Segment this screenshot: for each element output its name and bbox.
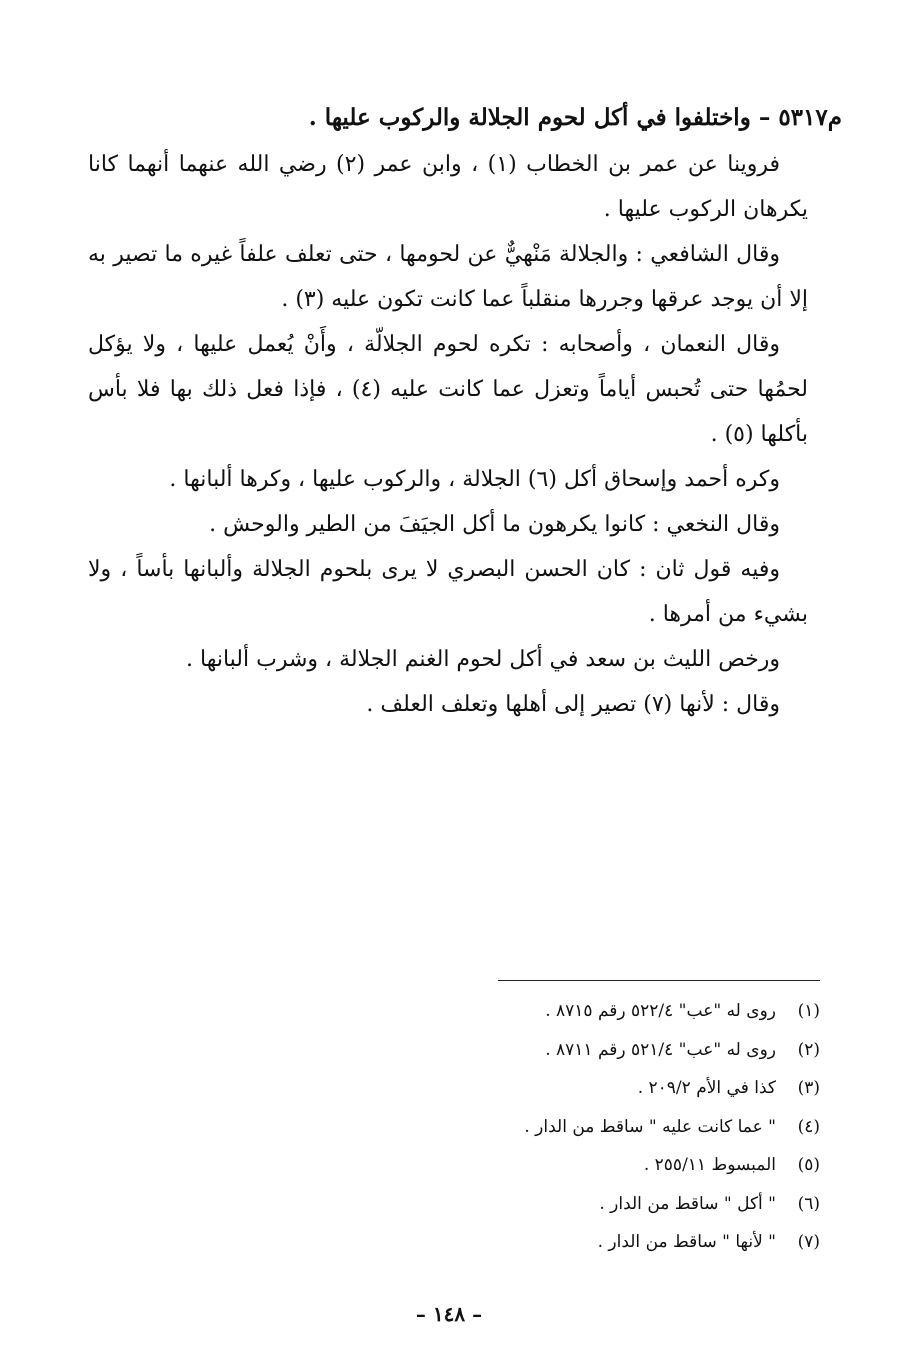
footnote: [400, 1108, 820, 1147]
paragraph: [88, 682, 808, 727]
paragraph-text: وقال الشافعي : والجلالة مَنْهيٌّ عن لحومها ، حتى تعلف علفاً غيره ما تصير به إلا أن يوجد عرقها وجررها منقلباً عما كانت تكون عليه (٣) .: [88, 242, 808, 312]
paragraph: [88, 142, 808, 232]
paragraph: [88, 322, 808, 457]
footnote: [400, 992, 820, 1031]
footnote-number: (٣): [797, 1078, 820, 1098]
footnotes: [400, 992, 820, 1262]
main-text: [88, 142, 808, 727]
paragraph: [88, 232, 808, 322]
footnote-text: كذا في الأم ٢٠٩/٢ .: [637, 1078, 776, 1098]
footnote-text: " لأنها " ساقط من الدار .: [597, 1232, 776, 1252]
footnote-number: (٥): [797, 1155, 820, 1175]
paragraph-text: وقال النخعي : كانوا يكرهون ما أكل الجيَفَ من الطير والوحش .: [209, 512, 780, 537]
footnote-text: " عما كانت عليه " ساقط من الدار .: [524, 1116, 776, 1137]
footnote: [400, 1069, 820, 1108]
footnote-number: (٦): [797, 1193, 820, 1214]
paragraph-text: ورخص الليث بن سعد في أكل لحوم الغنم الجلالة ، وشرب ألبانها .: [186, 647, 780, 672]
footnote-text: روى له "عب" ٥٢٢/٤ رقم ٨٧١٥ .: [545, 1001, 776, 1021]
footnote-text: " أكل " ساقط من الدار .: [599, 1193, 776, 1214]
footnote: [400, 1146, 820, 1185]
page-number: – ١٤٨ –: [415, 1302, 483, 1326]
paragraph: [88, 457, 808, 502]
footnote-number: (٤): [797, 1116, 820, 1137]
footnote-text: المبسوط ٢٥٥/١١ .: [643, 1155, 776, 1175]
footnote-number: (١): [797, 1001, 820, 1021]
paragraph: [88, 502, 808, 547]
section-heading: م٥٣١٧ – واختلفوا في أكل لحوم الجلالة والركوب عليها .: [308, 104, 842, 131]
footnote-number: (٧): [797, 1232, 820, 1252]
paragraph-text: وقال : لأنها (٧) تصير إلى أهلها وتعلف العلف .: [366, 692, 780, 717]
paragraph: [88, 547, 808, 637]
paragraph-text: وكره أحمد وإسحاق أكل (٦) الجلالة ، والركوب عليها ، وكرها ألبانها .: [169, 467, 780, 492]
footnote-text: روى له "عب" ٥٢١/٤ رقم ٨٧١١ .: [545, 1039, 776, 1060]
paragraph-text: وفيه قول ثان : كان الحسن البصري لا يرى بلحوم الجلالة وألبانها بأساً ، ولا بشيء من أمرها .: [88, 557, 808, 627]
footnote: [400, 1031, 820, 1070]
paragraph-text: وقال النعمان ، وأصحابه : تكره لحوم الجلالّة ، وأَنْ يُعمل عليها ، ولا يؤكل لحمُها حتى تُحبس أياماً وتعزل عما كانت عليه (٤) ، فإذا فعل ذلك بها فلا بأس بأكلها (٥) .: [88, 332, 808, 447]
paragraph: [88, 637, 808, 682]
footnote: [400, 1223, 820, 1262]
footnote-separator: [498, 980, 820, 981]
footnote-number: (٢): [797, 1039, 820, 1060]
footnote: [400, 1185, 820, 1224]
paragraph-text: فروينا عن عمر بن الخطاب (١) ، وابن عمر (٢) رضي الله عنهما أنهما كانا يكرهان الركوب عليها .: [88, 152, 808, 222]
